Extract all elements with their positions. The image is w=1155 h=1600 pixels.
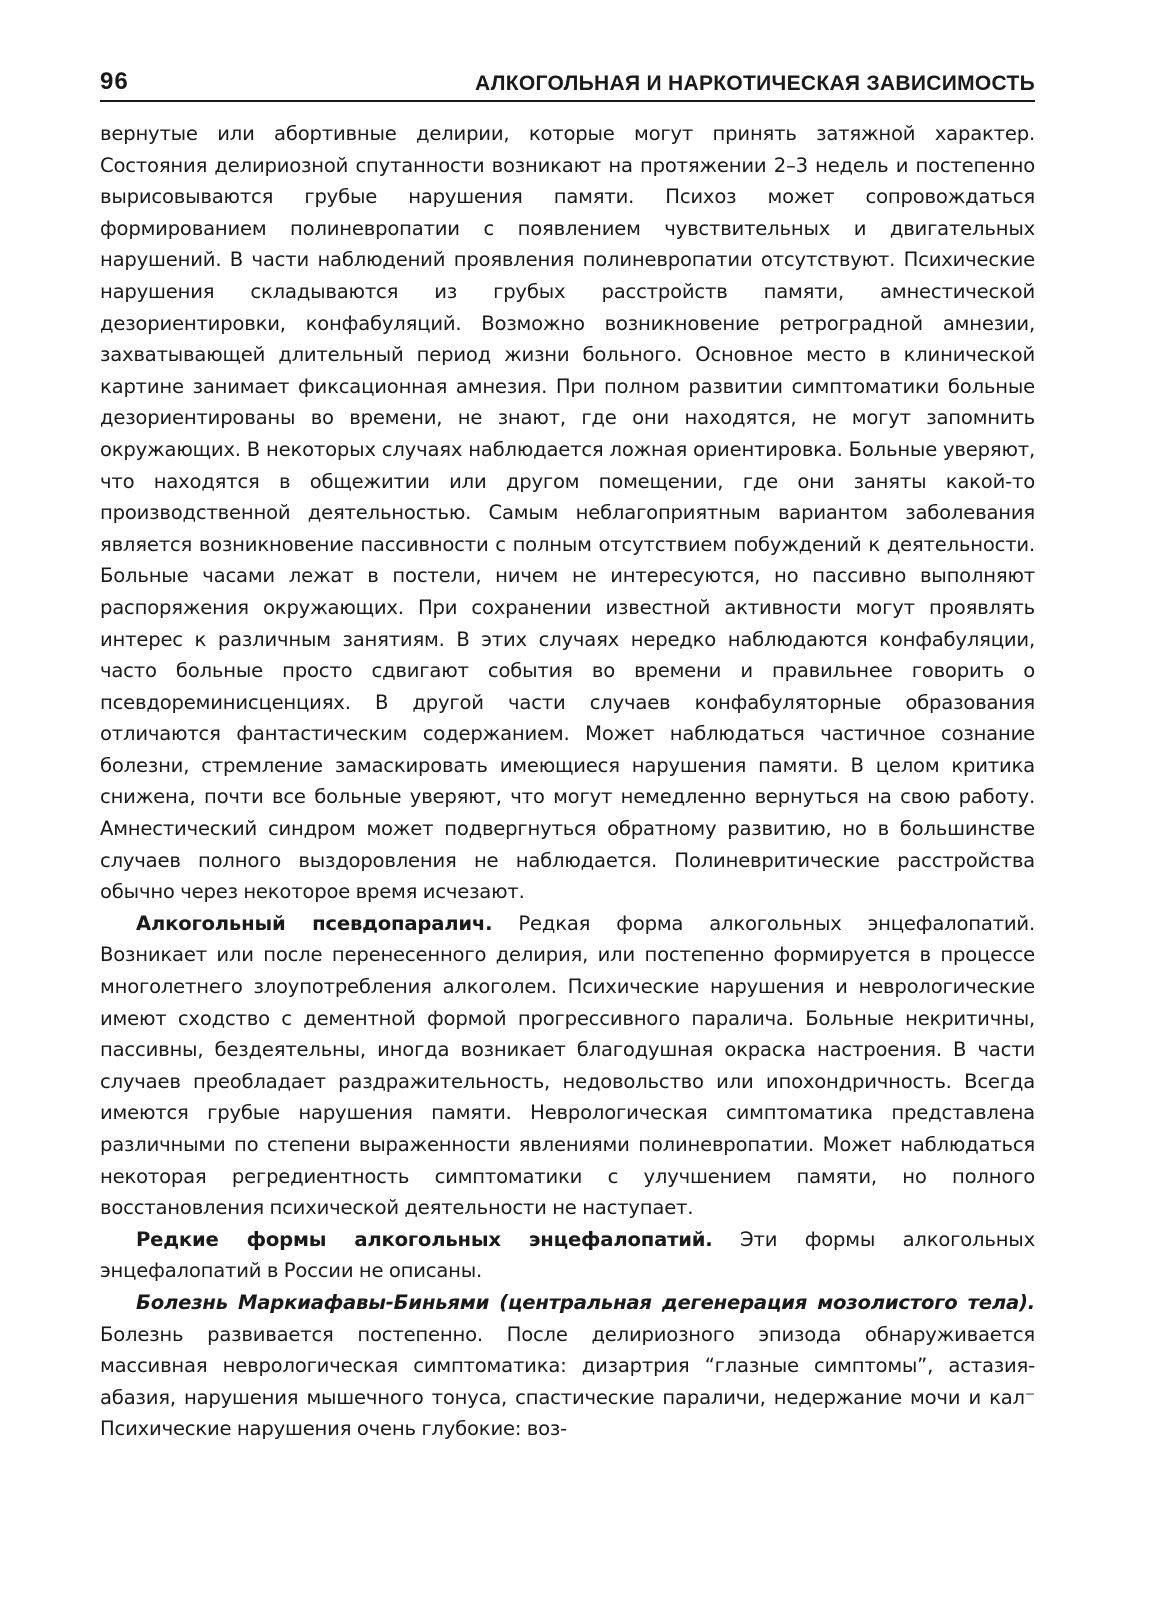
run-in-heading: Редкие формы алкогольных энцефалопатий. — [136, 1227, 713, 1251]
paragraph-text: вернутые или абортивные делирии, которые могут принять затяжной характер. Состояния делириозной спутанности возникают на протяжении 2–3 недель и постепенно вырисовываются грубые нарушения памяти. Психоз может сопровождаться формированием полиневропатии с появлением чувствительных и двигательных нарушений. В части наблюдений проявления полиневропатии отсутствуют. Психические нарушения складываются из грубых расстройств памяти, амнестической дезориентировки, конфабуляций. Возможно возникновение ретроградной амнезии, захватывающей длительный период жизни больного. Основное место в клинической картине занимает фиксационная амнезия. При полном развитии симптоматики больные дезориентированы во времени, не знают, где они находятся, не могут запомнить окружающих. В некоторых случаях наблюдается ложная ориентировка. Больные уверяют, что находятся в общежитии или другом помещении, где они заняты какой-то производственной деятельностью. Самым неблагоприятным вариантом заболевания является возникновение пассивности с полным отсутствием побуждений к деятельности. Больные часами лежат в постели, ничем не интересуются, но пассивно выполняют распоряжения окружающих. При сохранении известной активности могут проявлять интерес к различным занятиям. В этих случаях нередко наблюдаются конфабуляции, часто больные просто сдвигают события во времени и правильнее говорить о псевдореминисценциях. В другой части случаев конфабуляторные образования отличаются фантастическим содержанием. Может наблюдаться частичное сознание болезни, стремление замаскировать имеющиеся нарушения памяти. В целом критика снижена, почти все больные уверяют, что могут немедленно вернуться на свою работу. Амнестический синдром может подвергнуться обратному развитию, но в большинстве случаев полного выздоровления не наблюдается. Полиневритические расстройства обычно через некоторое время исчезают. — [100, 122, 1035, 904]
run-in-heading-italic: Болезнь Маркиафавы-Биньями (центральная дегенерация мозолистого тела). — [136, 1290, 1035, 1314]
book-page — [100, 52, 1035, 1445]
running-head — [100, 52, 1035, 102]
page-number: 96 — [100, 68, 129, 95]
paragraph-text: Эти формы алкогольных энцефалопатий в России не описаны. — [100, 1227, 1035, 1283]
paragraph-text: Редкая форма алкогольных энцефалопатий. Возникает или после перенесенного делирия, или постепенно формируется в процессе многолетнего злоупотребления алкоголем. Психические нарушения и неврологические имеют сходство с дементной формой прогрессивного паралича. Больные некритичны, пассивны, бездеятельны, иногда возникает благодушная окраска настроения. В части случаев преобладает раздражительность, недовольство или ипохондричность. Всегда имеются грубые нарушения памяти. Неврологическая симптоматика представлена различными по степени выраженности явлениями полиневропатии. Может наблюдаться некоторая регредиентность симптоматики с улучшением памяти, но полного восстановления психической деятельности не наступает. — [100, 911, 1035, 1220]
run-in-heading: Алкогольный псевдопаралич. — [136, 911, 493, 935]
paragraph-continuation — [100, 118, 1035, 908]
body-text — [100, 118, 1035, 1445]
paragraph-pseudoparalysis — [100, 908, 1035, 1224]
running-title: АЛКОГОЛЬНАЯ И НАРКОТИЧЕСКАЯ ЗАВИСИМОСТЬ — [475, 72, 1035, 95]
paragraph-rare-forms — [100, 1224, 1035, 1287]
paragraph-text: Болезнь развивается постепенно. После делириозного эпизода обнаруживается массивная неврологическая симптоматика: дизартрия “глазные симптомы”, астазия-абазия, нарушения мышечного тонуса, спастические параличи, недержание мочи и кал⁻ Психические нарушения очень глубокие: воз- — [100, 1322, 1035, 1441]
paragraph-marchiafava-bignami — [100, 1287, 1035, 1445]
